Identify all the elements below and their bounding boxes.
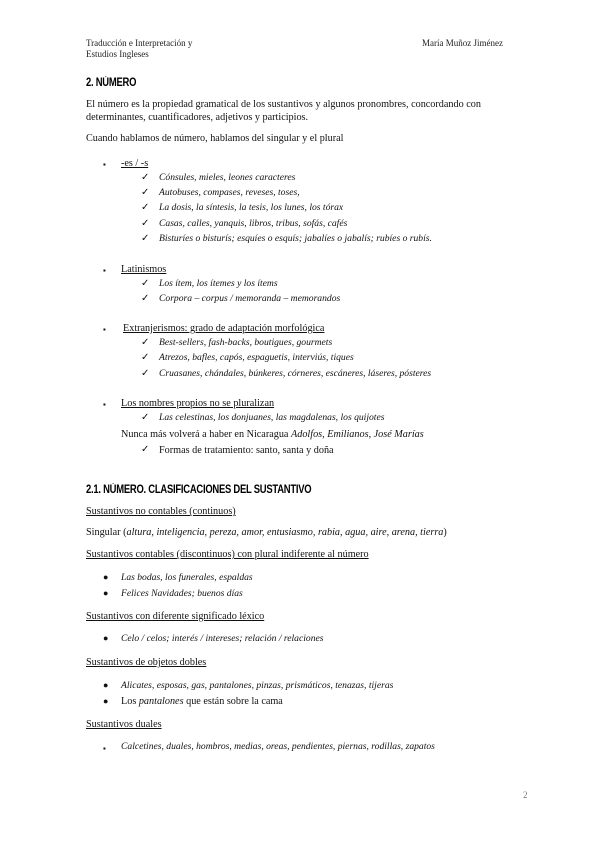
singular-suffix: ) — [443, 527, 447, 538]
checkmark-icon: ✓ — [141, 412, 150, 423]
list-item: Bisturíes o bisturís; esquíes o esquís; jabalíes o jabalís; rubíes o rubís. — [159, 233, 432, 244]
list-item: Las celestinas, los donjuanes, las magdalenas, los quijotes — [159, 412, 385, 423]
pantalones-suffix: que están sobre la cama — [183, 696, 283, 707]
checkmark-icon: ✓ — [141, 293, 150, 304]
list-item: Celo / celos; interés / intereses; relación / relaciones — [121, 633, 324, 644]
group-label-latinismos: Latinismos — [121, 264, 167, 275]
heading-diferente-significado: Sustantivos con diferente significado léxico — [86, 611, 265, 622]
list-item: Alicates, esposas, gas, pantalones, pinzas, prismáticos, tenazas, tijeras — [121, 680, 394, 691]
section-title-clasificaciones: 2.1. NÚMERO. CLASIFICACIONES DEL SUSTANTIVO — [86, 484, 312, 496]
list-item: Cruasanes, chándales, búnkeres, córneres, escáneres, láseres, pósteres — [159, 368, 432, 379]
header-left-line2: Estudios Ingleses — [86, 49, 149, 59]
checkmark-icon: ✓ — [141, 444, 150, 455]
list-item: Autobuses, compases, reveses, toses, — [159, 187, 300, 198]
round-bullet-icon: ● — [103, 633, 109, 643]
heading-objetos-dobles: Sustantivos de objetos dobles — [86, 657, 207, 668]
small-square-bullet-icon: ▪ — [103, 400, 106, 409]
group-label-extranjerismos: Extranjerismos: grado de adaptación morfológica — [123, 323, 325, 334]
small-square-bullet-icon: ▪ — [103, 266, 106, 275]
checkmark-icon: ✓ — [141, 202, 150, 213]
heading-duales: Sustantivos duales — [86, 719, 162, 730]
list-item: Casas, calles, yanquis, libros, tribus, sofás, cafés — [159, 218, 348, 229]
nicaragua-prefix: Nunca más volverá a haber en Nicaragua — [121, 429, 291, 440]
nicaragua-name-1: Adolfos — [291, 429, 323, 440]
list-item: Atrezos, bafles, capós, espaguetis, interviús, tiques — [159, 352, 354, 363]
nicaragua-name-2: Emilianos — [327, 429, 369, 440]
tratamiento-item: Formas de tratamiento: santo, santa y doña — [159, 445, 334, 456]
list-item: Felices Navidades; buenos días — [121, 588, 243, 599]
nicaragua-sentence — [121, 428, 424, 441]
round-bullet-icon: ● — [103, 680, 109, 690]
intro-paragraph-2: Cuando hablamos de número, hablamos del singular y el plural — [86, 133, 344, 144]
round-bullet-icon: ● — [103, 588, 109, 598]
small-square-bullet-icon: ▪ — [103, 160, 106, 169]
pantalones-word: pantalones — [138, 696, 184, 707]
list-item: Las bodas, los funerales, espaldas — [121, 572, 253, 583]
group-label-nombres-propios: Los nombres propios no se pluralizan — [121, 398, 275, 409]
checkmark-icon: ✓ — [141, 368, 150, 379]
intro-line2: determinantes, cuantificadores, adjetivos y participios. — [86, 112, 309, 123]
heading-contables: Sustantivos contables (discontinuos) con plural indiferente al número — [86, 549, 369, 560]
checkmark-icon: ✓ — [141, 172, 150, 183]
checkmark-icon: ✓ — [141, 187, 150, 198]
list-item — [121, 695, 283, 708]
header-left-line1: Traducción e Interpretación y — [86, 38, 193, 48]
nicaragua-name-3: José Marías — [373, 429, 424, 440]
list-item: Calcetines, duales, hombros, medias, oreas, pendientes, piernas, rodillas, zapatos — [121, 741, 435, 752]
checkmark-icon: ✓ — [141, 218, 150, 229]
small-square-bullet-icon: ▪ — [103, 744, 106, 753]
list-item: Los ítem, los ítemes y los ítems — [159, 278, 278, 289]
small-square-bullet-icon: ▪ — [103, 325, 106, 334]
list-item: La dosis, la síntesis, la tesis, los lunes, los tórax — [159, 202, 344, 213]
checkmark-icon: ✓ — [141, 278, 150, 289]
singular-examples: altura, inteligencia, pereza, amor, entusiasmo, rabia, agua, aire, arena, tierra — [126, 527, 444, 538]
checkmark-icon: ✓ — [141, 337, 150, 348]
list-item: Best-sellers, fash-backs, boutigues, gourmets — [159, 337, 333, 348]
checkmark-icon: ✓ — [141, 233, 150, 244]
page-number: 2 — [523, 790, 528, 800]
list-item: Corpora – corpus / memoranda – memorandos — [159, 293, 341, 304]
checkmark-icon: ✓ — [141, 352, 150, 363]
singular-line — [86, 526, 447, 539]
header-right: María Muñoz Jiménez — [422, 38, 503, 48]
intro-line1: El número es la propiedad gramatical de los sustantivos y algunos pronombres, concordando con — [86, 99, 481, 110]
group-label-es-s: -es / -s — [121, 158, 149, 169]
nicaragua-sep-1: , — [322, 429, 328, 440]
list-item: Cónsules, mieles, leones caracteres — [159, 172, 296, 183]
singular-prefix: Singular ( — [86, 527, 127, 538]
section-title-numero: 2. NÚMERO — [86, 77, 137, 89]
round-bullet-icon: ● — [103, 696, 109, 706]
round-bullet-icon: ● — [103, 572, 109, 582]
nicaragua-sep-2: , — [368, 429, 374, 440]
pantalones-prefix: Los — [121, 696, 139, 707]
heading-no-contables: Sustantivos no contables (continuos) — [86, 506, 236, 517]
